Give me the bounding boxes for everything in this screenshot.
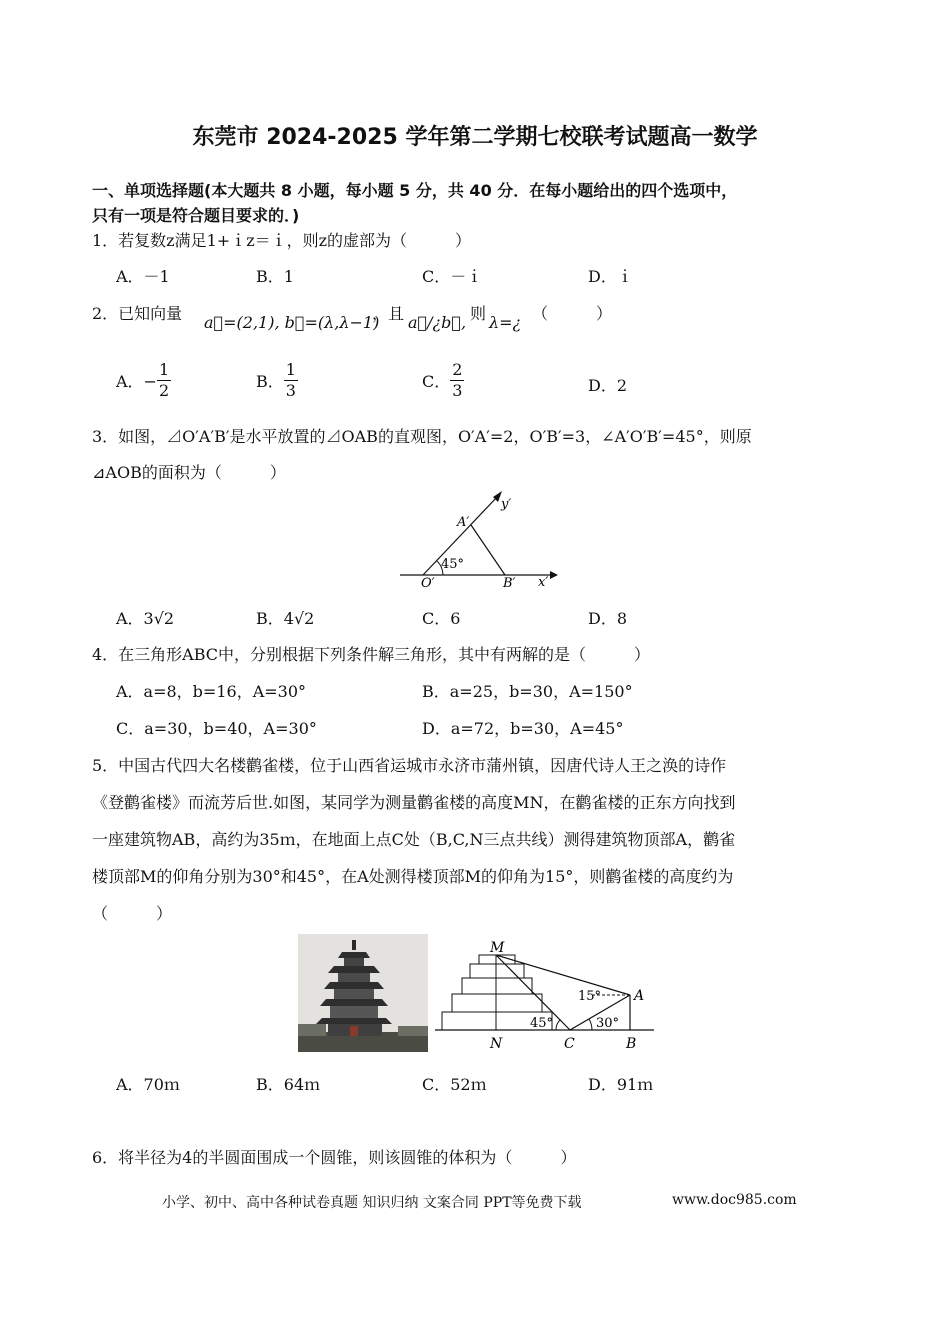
- q4-option-b: B．a=25，b=30，A=150°: [422, 682, 633, 701]
- q2-mid: ，且: [372, 304, 405, 323]
- q2-option-b: B． $\frac{1}{3}$: [256, 360, 296, 400]
- q5-option-b: B．64ｍ: [256, 1075, 321, 1094]
- q1-option-d: D．ｉ: [588, 267, 633, 286]
- q1-option-c: C．－ｉ: [422, 267, 483, 286]
- question-6-stem: 6．将半径为4的半圆面围成一个圆锥，则该圆锥的体积为（ ）: [92, 1148, 577, 1167]
- q2-option-c: C． $\frac{2}{3}$: [422, 360, 463, 400]
- q3-option-b: B．4√2: [256, 609, 315, 628]
- q2-then: 则: [470, 304, 487, 323]
- tower-tier-2: [452, 994, 542, 1012]
- question-5-line3: 一座建筑物AB，高约为35ｍ，在地面上点C处（B,C,N三点共线）测得建筑物顶部A，鹳雀: [92, 830, 736, 849]
- q5-option-d: D．91ｍ: [588, 1075, 654, 1094]
- angle-30-arc: [589, 1019, 592, 1030]
- q5-option-a: A．70ｍ: [116, 1075, 180, 1094]
- question-5-line2: 《登鹳雀楼》而流芳后世.如图，某同学为测量鹳雀楼的高度MN，在鹳雀楼的正东方向找到: [92, 793, 736, 812]
- point-c-label: C: [564, 1036, 575, 1052]
- footer-text: 小学、初中、高中各种试卷真题 知识归纳 文案合同 PPT等免费下载: [162, 1195, 582, 1211]
- point-n-label: N: [490, 1036, 503, 1052]
- x-axis-arrow: [550, 571, 558, 579]
- q2-paren: （ ）: [532, 304, 613, 323]
- x-axis-label: x′: [538, 575, 549, 590]
- question-4-stem: 4．在三角形ABC中，分别根据下列条件解三角形，其中有两解的是（ ）: [92, 645, 651, 664]
- angle-45-arc: [556, 1020, 560, 1030]
- angle-45-label: 45°: [530, 1016, 554, 1031]
- question-3-line1: 3．如图，⊿O′A′B′是水平放置的⊿OAB的直观图，O′A′=2，O′B′=3，∠A′O′B′=45°，则原: [92, 427, 752, 446]
- point-a-label: A: [634, 988, 645, 1004]
- q2-condition: a⃗/¿b⃗,: [408, 313, 467, 332]
- section-heading-line2: 只有一项是符合题目要求的．): [92, 206, 300, 225]
- q4-option-d: D．a=72，b=30，A=45°: [422, 719, 624, 738]
- q3-option-a: A．3√2: [116, 609, 175, 628]
- y-axis-label: y′: [501, 497, 512, 512]
- question-5-line5: （ ）: [92, 904, 173, 923]
- point-b-label: B′: [503, 576, 516, 591]
- q3-figure: [395, 488, 560, 593]
- point-m-label: M: [490, 940, 505, 956]
- point-a-label: A′: [457, 515, 470, 530]
- q2-vectors: a⃗=(2,1), b⃗=(λ,λ−1): [204, 313, 380, 332]
- q2-option-d: D．2: [588, 376, 628, 395]
- section-heading-line1: 一、单项选择题(本大题共 8 小题，每小题 5 分，共 40 分．在每小题给出的四个选项中，: [92, 181, 738, 200]
- q4-option-c: C．a=30，b=40，A=30°: [116, 719, 317, 738]
- q1-option-a: A．－1: [116, 267, 170, 286]
- q3-option-c: C．6: [422, 609, 461, 628]
- question-5-line1: 5．中国古代四大名楼鹳雀楼，位于山西省运城市永济市蒲州镇，因唐代诗人王之涣的诗作: [92, 756, 727, 775]
- footer-url: www.doc985.com: [672, 1192, 797, 1208]
- q5-option-c: C．52ｍ: [422, 1075, 487, 1094]
- question-1-stem: 1．若复数z满足1+ｉz＝ｉ，则z的虚部为（ ）: [92, 231, 472, 250]
- question-3-line2: ⊿AOB的面积为（ ）: [92, 463, 286, 482]
- question-2-prefix: 2．已知向量: [92, 304, 183, 323]
- page-title: 东莞市 2024-2025 学年第二学期七校联考试题高一数学: [192, 125, 758, 150]
- angle-30-label: 30°: [596, 1016, 620, 1031]
- q2-option-a: A．− $\frac{1}{2}$: [116, 360, 170, 400]
- question-5-line4: 楼顶部M的仰角分别为30°和45°，在A处测得楼顶部M的仰角为15°，则鹳雀楼的高度约为: [92, 867, 734, 886]
- segment-ab: [471, 525, 505, 575]
- q3-option-d: D．8: [588, 609, 628, 628]
- angle-label: 45°: [441, 557, 465, 572]
- q1-option-b: B．1: [256, 267, 294, 286]
- point-b-label: B: [626, 1036, 637, 1052]
- point-o-label: O′: [421, 576, 435, 591]
- tower-photo: [298, 934, 428, 1052]
- angle-15-label: 15°: [578, 989, 602, 1004]
- q4-option-a: A．a=8，b=16，A=30°: [116, 682, 307, 701]
- q2-ask: λ=¿: [489, 313, 522, 332]
- q5-figure: [432, 938, 657, 1058]
